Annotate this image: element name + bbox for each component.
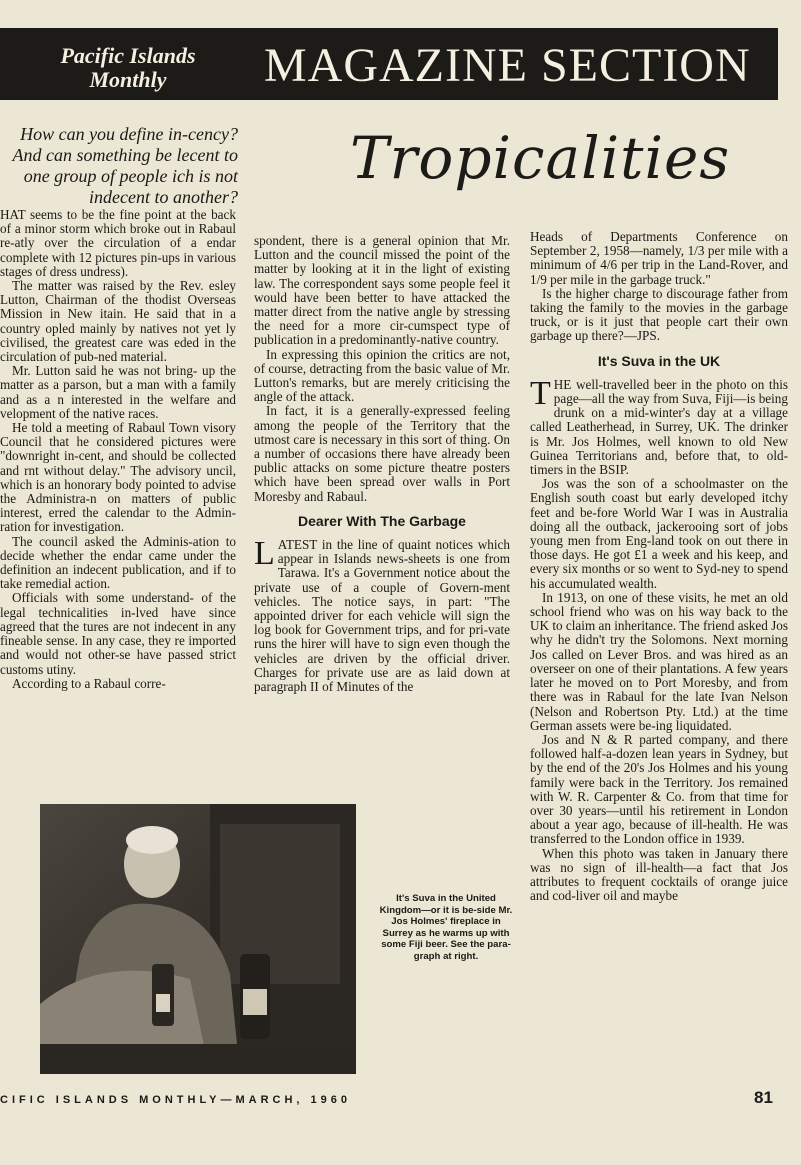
column-1 bbox=[0, 208, 236, 691]
column-title: Tropicalities bbox=[350, 124, 731, 192]
drop-cap: T bbox=[530, 374, 551, 412]
column-3 bbox=[530, 230, 788, 903]
paragraph: The council asked the Adminis-ation to decide whether the endar came under the definition an indecent publication, and if to take remedial action. bbox=[0, 533, 236, 592]
paragraph: spondent, there is a general opinion that Mr. Lutton and the council missed the point of the matter by looking at it in the light of existing law. The correspondent says some people feel it would have been better to have attacked the matter direct from the native angle by stressing the need for a more cir-cumspect type of publication in a predominantly-native country. bbox=[254, 233, 510, 348]
garbage-lead bbox=[254, 535, 510, 695]
paragraph: In fact, it is a generally-expressed feeling among the people of the Territory that the utmost care is necessary in this sort of thing. On a number of occasions there have already been public attacks on some picture theatre posters which have been spread over walls in Port Moresby and Rabaul. bbox=[254, 403, 510, 504]
paragraph: When this photo was taken in January there was no sign of ill-health—a fact that Jos attributes to frequent cocktails of orange juice and cod-liver oil and maybe bbox=[530, 845, 788, 904]
paragraph: According to a Rabaul corre- bbox=[12, 675, 166, 691]
garbage-lead-text: ATEST in the line of quaint notices which appear in Islands news-sheets is one from Tarawa. It's a Government notice about the private use of a couple of Govern-ment vehicles. The notice says, in part: "The appointed driver for each vehicle will sign the log book for Government trips, and for pri-vate runs the hirer will have to sign even though the vehicles are driven by the official driver. Charges for private use are as laid down at paragraph II of Minutes of the bbox=[254, 537, 510, 695]
magazine-banner bbox=[0, 28, 778, 100]
paragraph: HAT seems to be the fine point at the back of a minor storm which broke out in Rabaul re-atly over the circulation of a endar complete with 12 pictures pin-ups in various stages of dress undress). bbox=[0, 207, 236, 279]
drop-cap: L bbox=[254, 535, 275, 573]
photo-illustration bbox=[40, 804, 356, 1074]
paragraph: In 1913, on one of these visits, he met an old school friend who was on his way back to the UK to claim an inheritance. The friend asked Jos why he didn't try the Solomons. Next morning Jos called on Lever Bros. and was hired as an overseer on one of their plantations. A few years later he moved on to Port Moresby, and from there was in Rabaul for the late Ivan Nelson (Nelson and Robertson Pty. Ltd.) at the time German assets were be-ing liquidated. bbox=[530, 589, 788, 733]
paragraph: Mr. Lutton said he was not bring- up the matter as a parson, but a man with a family and as a n interested in the welfare and velopment of the native races. bbox=[0, 363, 236, 421]
intro-question: How can you define in-cency? And can something be lecent to one group of people ich is not indecent to another? bbox=[12, 124, 238, 207]
suva-heading: It's Suva in the UK bbox=[597, 352, 721, 369]
paragraph: Is the higher charge to discourage father from taking the family to the movies in the garbage truck, or is it just that people cart their own garbage up there?—JPS. bbox=[530, 285, 788, 344]
paragraph: Heads of Departments Conference on September 2, 1958—namely, 1/3 per mile with a minimum of 4/6 per trip in the Land-Rover, and 1/9 per mile in the garbage truck." bbox=[530, 229, 788, 287]
suva-lead bbox=[530, 374, 788, 478]
suva-lead-text: HE well-travelled beer in the photo on this page—all the way from Suva, Fiji—is being drunk on a mid-winter's day at a village called Leatherhead, in Surrey, UK. The drinker is Mr. Jos Holmes, well known to old New Guinea Territorians and, before that, to old-timers in the BSIP. bbox=[530, 376, 788, 478]
paragraph: In expressing this opinion the critics are not, of course, detracting from the basic value of Mr. Lutton's remarks, but are merely criticising the angle of the attack. bbox=[254, 346, 510, 405]
page-number: 81 bbox=[754, 1088, 773, 1107]
garbage-heading: Dearer With The Garbage bbox=[298, 512, 466, 529]
section-title: MAGAZINE SECTION bbox=[264, 39, 751, 92]
photo-caption: It's Suva in the United Kingdom—or it is be-side Mr. Jos Holmes' fireplace in Surrey as he warms up with some Fiji beer. See the para-graph at right. bbox=[379, 893, 513, 962]
running-footer: CIFIC ISLANDS MONTHLY—MARCH, 1960 bbox=[0, 1094, 352, 1106]
paragraph: He told a meeting of Rabaul Town visory Council that he considered pictures were "downright in-cent, and should be collected and rnt without delay." The advisory uncil, which is an honorary body pointed to advise the Administra-n on matters of public interest, erred the calendar to the Admin-ration for investigation. bbox=[0, 420, 236, 535]
paragraph: The matter was raised by the Rev. esley Lutton, Chairman of the thodist Overseas Mission in New itain. He said that in a country opled mainly by natives not yet ly civilised, the greatest care was eded in the circulation of pub-ned material. bbox=[0, 278, 236, 365]
paragraph: Officials with some understand- of the legal technicalities in-lved have since agreed that the tures are not indecent in any fineable sense. In any case, they re imported and would not other-se have passed strict customs utiny. bbox=[0, 590, 236, 677]
paragraph: Jos and N & R parted company, and there followed half-a-dozen lean years in Sydney, but by the end of the 20's Jos Holmes and his young family were back in the Territory. Jos remained with W. R. Carpenter & Co. from that time for over 30 years—until his retirement in London about a year ago, because of ill-health. He was transferred to the London office in 1939. bbox=[530, 731, 788, 847]
column-2 bbox=[254, 234, 510, 694]
paragraph: Jos was the son of a schoolmaster on the English south coast but early developed itchy feet and be-fore World War I was in Australia doing all the outback, jackerooing sort of jobs young men from Eng-land took on out there in those days. He got £1 a week and his keep, and every six months or so went to Syd-ney to spend his accumulated wealth. bbox=[530, 476, 788, 591]
publication-name: Pacific Islands Monthly bbox=[60, 43, 196, 92]
photo-jos-holmes bbox=[40, 804, 356, 1074]
